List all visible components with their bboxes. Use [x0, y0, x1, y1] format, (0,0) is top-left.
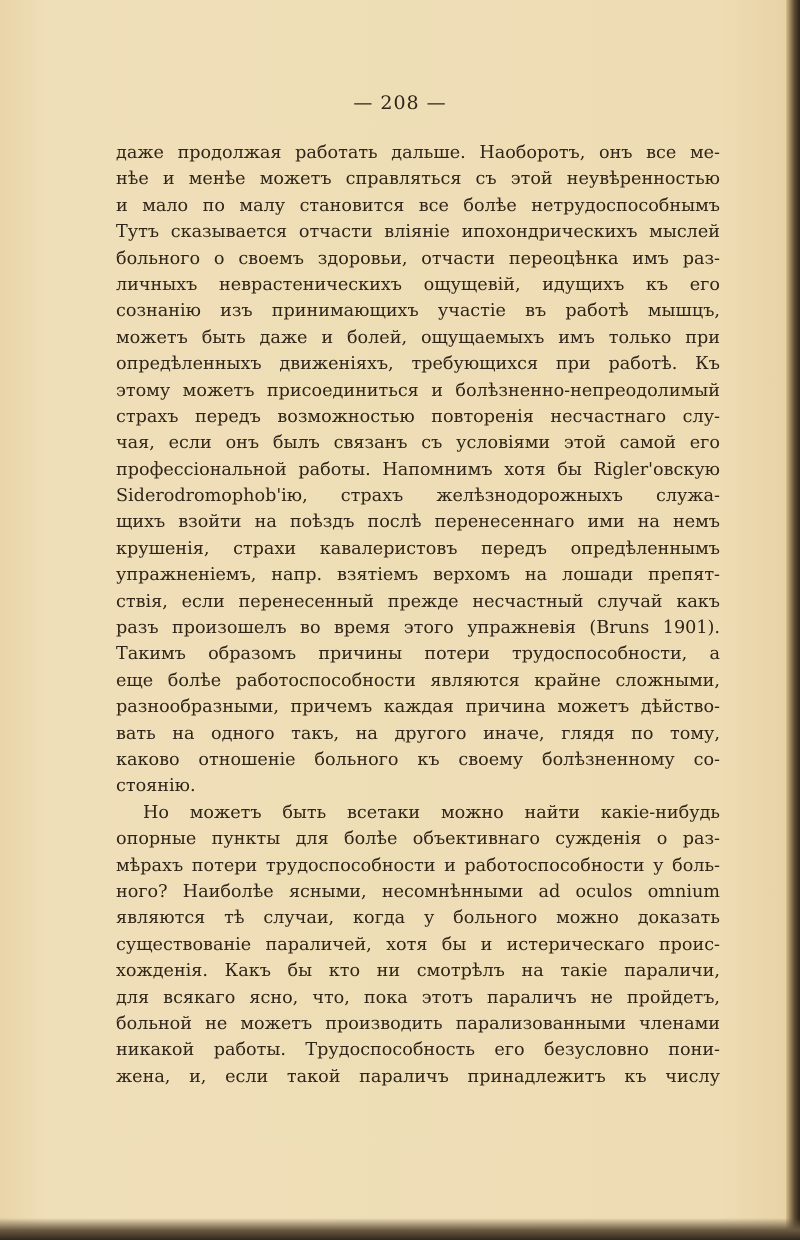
text-line: Такимъ образомъ причины потери трудоспособности, а — [116, 644, 720, 665]
text-line: опредѣленныхъ движеніяхъ, требующихся при работѣ. Къ — [116, 354, 720, 375]
text-line: еще болѣе работоспособности являются крайне сложными, — [116, 670, 720, 691]
text-line: щихъ взойти на поѣздъ послѣ перенесеннаго ими на немъ — [116, 512, 720, 533]
text-line: крушенія, страхи кавалеристовъ передъ опредѣленнымъ — [116, 538, 720, 559]
text-line: и мало по малу становится все болѣе нетрудоспособнымъ — [116, 195, 720, 216]
text-line: опорные пункты для болѣе объективнаго сужденія о раз- — [116, 829, 720, 850]
text-line: этому можетъ присоединиться и болѣзненно-непреодолимый — [116, 380, 720, 401]
text-line: жена, и, если такой параличъ принадлежитъ къ числу — [116, 1066, 720, 1087]
text-line: вать на одного такъ, на другого иначе, глядя по тому, — [116, 723, 720, 744]
text-line: можетъ быть даже и болей, ощущаемыхъ имъ только при — [116, 327, 720, 348]
text-line: каково отношеніе больного къ своему болѣзненному со- — [116, 749, 720, 770]
text-line: Siderodromophob'ію, страхъ желѣзнодорожныхъ служа- — [116, 486, 720, 507]
text-line: упражненіемъ, напр. взятіемъ верхомъ на лошади препят- — [116, 565, 720, 586]
text-line: сознанію изъ принимающихъ участіе въ работѣ мышцъ, — [116, 301, 720, 322]
text-line: для всякаго ясно, что, пока этотъ параличъ не пройдетъ, — [116, 987, 720, 1008]
text-line: ного? Наиболѣе ясными, несомнѣнными ad oculos omnium — [116, 881, 720, 902]
page-edge-bottom — [0, 1218, 800, 1240]
body-text — [116, 140, 720, 1090]
text-line: мѣрахъ потери трудоспособности и работоспособности у боль- — [116, 855, 720, 876]
text-line: никакой работы. Трудоспособность его безусловно пони- — [116, 1040, 720, 1061]
text-line: личныхъ неврастеническихъ ощущевій, идущихъ къ его — [116, 274, 720, 295]
text-line: Но можетъ быть всетаки можно найти какіе-нибудь — [143, 802, 720, 823]
text-line: страхъ передъ возможностью повторенія несчастнаго слу- — [116, 406, 720, 427]
page-number: — 208 — — [353, 92, 447, 114]
text-line: профессіональной работы. Напомнимъ хотя бы Rigler'овскую — [116, 459, 720, 480]
text-line: нѣе и менѣе можетъ справляться съ этой неувѣренностью — [116, 169, 720, 190]
text-line: ствія, если перенесенный прежде несчастный случай какъ — [116, 591, 720, 612]
text-line: разнообразными, причемъ каждая причина можетъ дѣйство- — [116, 697, 720, 718]
text-line: разъ произошелъ во время этого упражневія (Bruns 1901). — [116, 618, 720, 639]
text-line: Тутъ сказывается отчасти вліяніе ипохондрическихъ мыслей — [116, 222, 720, 243]
text-line: больного о своемъ здоровьи, отчасти переоцѣнка имъ раз- — [116, 248, 720, 269]
page-edge-right — [786, 0, 800, 1240]
text-line: являются тѣ случаи, когда у больного можно доказать — [116, 908, 720, 929]
text-line: существованіе параличей, хотя бы и истерическаго проис- — [116, 934, 720, 955]
text-line: чая, если онъ былъ связанъ съ условіями этой самой его — [116, 433, 720, 454]
text-line: хожденія. Какъ бы кто ни смотрѣлъ на такіе параличи, — [116, 961, 720, 982]
text-line: больной не можетъ производить парализованными членами — [116, 1013, 720, 1034]
text-line: даже продолжая работать дальше. Наоборотъ, онъ все ме- — [116, 143, 720, 163]
text-line: стоянію. — [116, 776, 196, 797]
